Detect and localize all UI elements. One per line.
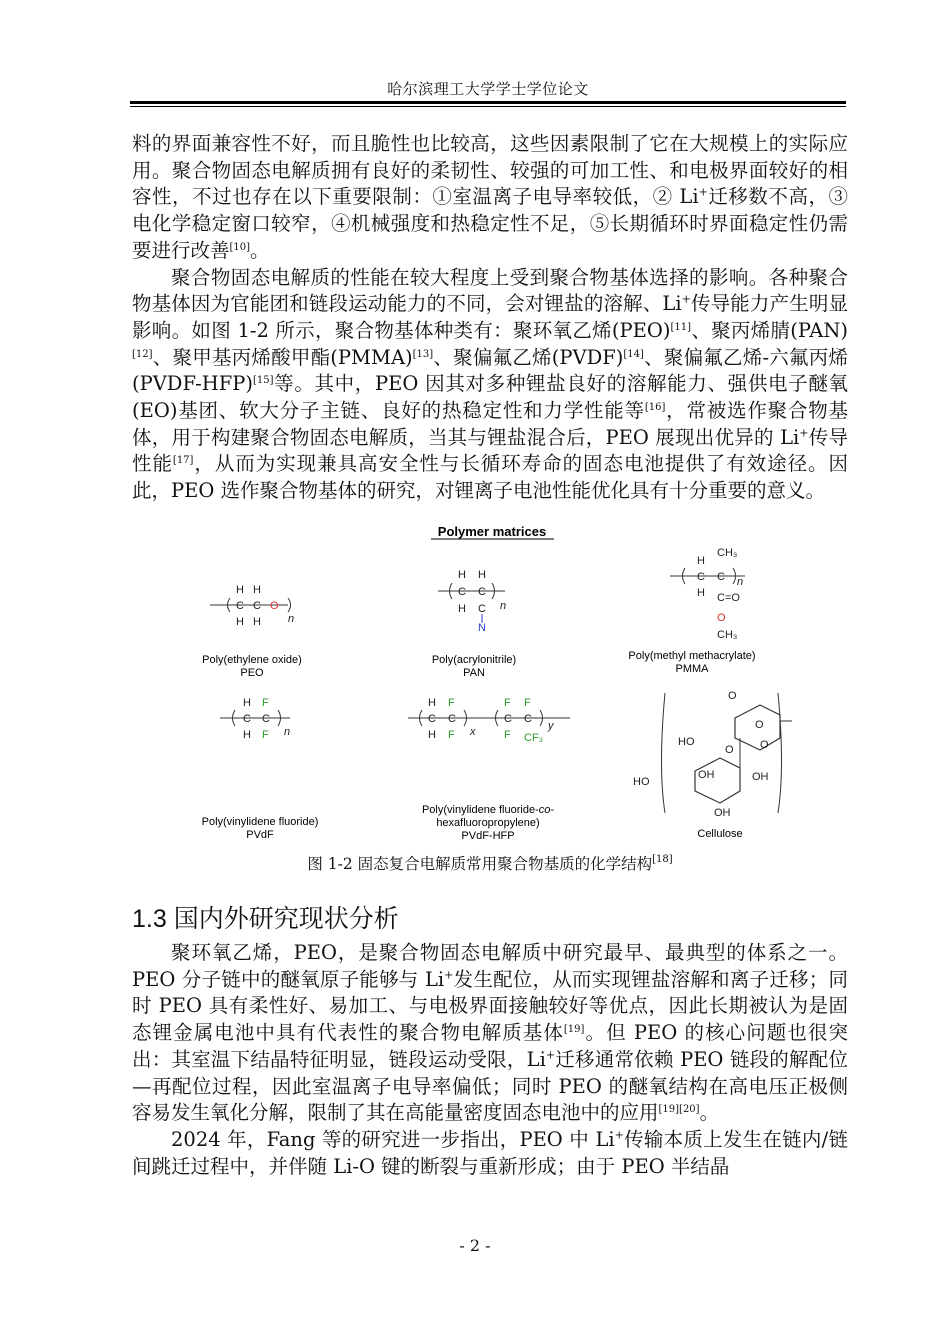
pan-name: Poly(acrylonitrile): [431, 654, 517, 666]
atom-c: C: [243, 713, 251, 725]
text-run: 等。其中，PEO 因其对多种锂盐良好的溶解能力、强供电子醚氧(EO)基团、软大分子主链、良好的热稳定性和力学性能等: [132, 372, 848, 423]
text-run: 、聚偏氟乙烯-六氟丙烯(PVDF-HFP): [132, 345, 848, 396]
atom-o: O: [760, 739, 769, 751]
text-run: 、聚偏氟乙烯(PVDF): [433, 345, 624, 369]
group-carbonyl: C=O: [717, 592, 740, 604]
figure-svg: [180, 523, 800, 848]
group-oh: OH: [752, 771, 769, 783]
superscript-plus: +: [799, 426, 809, 440]
paragraph-2: [132, 265, 848, 505]
hfp-name-co: co: [538, 804, 551, 816]
text-run: 料的界面兼容性不好，而且脆性也比较高，这些因素限制了它在大规模上的实际应用。聚合物固态电解质拥有良好的柔韧性、较强的可加工性、和电极界面较好的相容性，不过也存在以下重要限制：①室温离子电导率较低，② Li: [132, 132, 848, 209]
atom-c: C: [458, 586, 466, 598]
citation: [16]: [644, 402, 666, 414]
atom-o: O: [717, 612, 726, 624]
group-ch3: CH₃: [717, 547, 738, 559]
atom-h: H: [236, 616, 244, 628]
atom-f: F: [262, 697, 269, 709]
atom-h: H: [243, 729, 251, 741]
hfp-name-part: Poly(vinylidene fluoride-: [421, 804, 539, 816]
citation: [11]: [670, 321, 692, 333]
atom-n: N: [478, 622, 486, 634]
subscript-x: x: [470, 726, 476, 738]
paragraph-1: [132, 131, 848, 265]
figure-title: Polymer matrices: [437, 524, 547, 539]
atom-c: C: [428, 713, 436, 725]
atom-f: F: [262, 729, 269, 741]
atom-o: O: [725, 744, 734, 756]
hfp-name-part: -: [550, 804, 555, 816]
subscript-n: n: [500, 600, 507, 612]
subscript-n: n: [288, 613, 295, 625]
bracket-right: [288, 598, 291, 612]
figure-polymer-matrices: [180, 523, 800, 848]
pvdf-hfp-name-line1: [422, 804, 554, 816]
pvdf-name: Poly(vinylidene fluoride): [201, 816, 319, 828]
page-number: - 2 -: [459, 1236, 491, 1255]
pvdf-structure: [220, 697, 290, 741]
atom-o: O: [270, 600, 279, 612]
atom-h: H: [236, 584, 244, 596]
citation: [15]: [252, 375, 274, 387]
text-run: 迁移通常依赖 PEO 链段的解配位—再配位过程，因此室温离子电导率偏低；同时 PEO 的醚氧结构在高电压正极侧容易发生氧化分解，限制了其在高能量密度固态电池中的应用: [132, 1047, 848, 1125]
atom-f: F: [504, 729, 511, 741]
citation: [13]: [412, 348, 434, 360]
text-run: 聚合物固态电解质的性能在较大程度上受到聚合物基体选择的影响。各种聚合物基体因为官能团和链段运动能力的不同，会对锂盐的溶解、Li: [132, 265, 848, 316]
paragraph-4: [132, 1127, 848, 1180]
pan-abbr: PAN: [463, 667, 485, 679]
text-run: 、聚丙烯腈(PAN): [691, 318, 848, 342]
text-run: 。: [250, 238, 270, 262]
atom-c: C: [478, 603, 486, 615]
pmma-abbr: PMMA: [675, 663, 709, 675]
atom-f: F: [524, 697, 531, 709]
figure-caption: [132, 852, 848, 874]
atom-h: H: [458, 569, 466, 581]
pan-structure: [438, 569, 506, 634]
superscript-plus: +: [444, 968, 454, 982]
group-ho: HO: [678, 736, 695, 748]
citation: [14]: [623, 348, 644, 360]
atom-h: H: [428, 729, 436, 741]
subscript-y: y: [548, 720, 554, 732]
atom-c: C: [236, 600, 244, 612]
citation: [10]: [229, 241, 251, 253]
atom-c: C: [262, 713, 270, 725]
group-cf3: CF₃: [524, 732, 544, 744]
subscript-n: n: [737, 576, 744, 588]
text-run: 传导能力产生明显影响。如图 1-2 所示，聚合物基体种类有：聚环氧乙烯(PEO): [132, 292, 848, 342]
superscript-plus: +: [545, 1048, 556, 1062]
peo-abbr: PEO: [240, 667, 264, 679]
atom-h: H: [428, 697, 436, 709]
header-rule-thin: [130, 106, 846, 107]
atom-h: H: [697, 587, 705, 599]
peo-structure: [210, 584, 294, 628]
superscript-plus: +: [614, 1128, 624, 1142]
atom-c: C: [504, 713, 512, 725]
body-text-top: [132, 131, 848, 505]
citation: [18]: [652, 854, 673, 865]
bracket-right: [778, 693, 782, 813]
atom-h: H: [478, 569, 486, 581]
atom-c: C: [253, 600, 261, 612]
atom-c: C: [717, 571, 725, 583]
atom-h: H: [253, 616, 261, 628]
superscript-plus: +: [698, 185, 708, 199]
body-text-bottom: [132, 940, 848, 1180]
citation: [19]: [563, 1024, 585, 1036]
atom-c: C: [524, 713, 532, 725]
header-rule-thick: [130, 101, 846, 104]
atom-h: H: [253, 584, 261, 596]
citation: [19][20]: [658, 1104, 700, 1116]
text-run: 聚环氧乙烯，PEO，是聚合物固态电解质中研究最早、最典型的体系之一。PEO 分子链中的醚氧原子能够与 Li: [132, 941, 848, 991]
pvdf-abbr: PVdF: [246, 829, 274, 841]
atom-h: H: [458, 603, 466, 615]
group-oh: OH: [714, 807, 731, 819]
atom-h: H: [243, 697, 251, 709]
atom-f: F: [504, 697, 511, 709]
group-ho: HO: [633, 776, 650, 788]
atom-c: C: [448, 713, 456, 725]
group-ch3: CH₃: [717, 629, 738, 641]
cellulose-structure: [633, 690, 792, 819]
text-run: 传输本质上发生在链内/链间跳迁过程中，并伴随 Li-O 键的断裂与重新形成；由于 PEO 半结晶: [132, 1127, 848, 1178]
caption-text: 图 1-2 固态复合电解质常用聚合物基质的化学结构: [307, 855, 653, 873]
text-run: 。但 PEO 的核心问题也很突出：其室温下结晶特征明显，链段运动受限，Li: [132, 1021, 848, 1071]
atom-o: O: [728, 690, 737, 702]
bracket-left: [662, 693, 666, 813]
pvdf-hfp-name-line2: hexafluoropropylene): [436, 817, 540, 829]
pmma-name: Poly(methyl methacrylate): [628, 650, 756, 662]
peo-name: Poly(ethylene oxide): [202, 654, 302, 666]
text-run: 2024 年，Fang 等的研究进一步指出，PEO 中 Li: [171, 1127, 615, 1151]
pvdf-hfp-structure: [408, 697, 570, 744]
paragraph-3: [132, 940, 848, 1127]
citation: [17]: [172, 455, 194, 467]
text-run: ，常被选作聚合物基体，用于构建聚合物固态电解质，当其与锂盐混合后，PEO 展现出优异的 Li: [132, 399, 848, 449]
atom-c: C: [697, 571, 705, 583]
pvdf-hfp-abbr: PVdF-HFP: [461, 830, 515, 842]
running-header: 哈尔滨理工大学学士学位论文: [387, 80, 589, 98]
group-oh: OH: [698, 769, 715, 781]
text-run: ，从而为实现兼具高安全性与长循环寿命的固态电池提供了有效途径。因此，PEO 选作聚合物基体的研究，对锂离子电池性能优化具有十分重要的意义。: [132, 452, 848, 503]
section-heading: 1.3 国内外研究现状分析: [132, 905, 399, 933]
superscript-plus: +: [681, 292, 691, 306]
text-run: 迁移数不高，③电化学稳定窗口较窄，④机械强度和热稳定性不足，⑤长期循环时界面稳定性仍需要进行改善: [132, 185, 848, 262]
atom-f: F: [448, 729, 455, 741]
text-run: 传导性能: [132, 425, 848, 476]
figure-title-group: [431, 524, 554, 539]
text-run: 发生配位，从而实现锂盐溶解和离子迁移；同时 PEO 具有柔性好、易加工、与电极界面接触较好等优点，因此长期被认为是固态锂金属电池中具有代表性的聚合物电解质基体: [132, 967, 848, 1045]
atom-c: C: [478, 586, 486, 598]
pmma-structure: [670, 547, 745, 641]
text-run: 。: [699, 1101, 720, 1125]
cellulose-name: Cellulose: [697, 828, 743, 840]
text-run: 、聚甲基丙烯酸甲酯(PMMA): [152, 345, 413, 369]
citation: [12]: [132, 348, 153, 360]
atom-f: F: [448, 697, 455, 709]
atom-o: O: [755, 719, 764, 731]
atom-h: H: [697, 555, 705, 567]
subscript-n: n: [284, 726, 291, 738]
